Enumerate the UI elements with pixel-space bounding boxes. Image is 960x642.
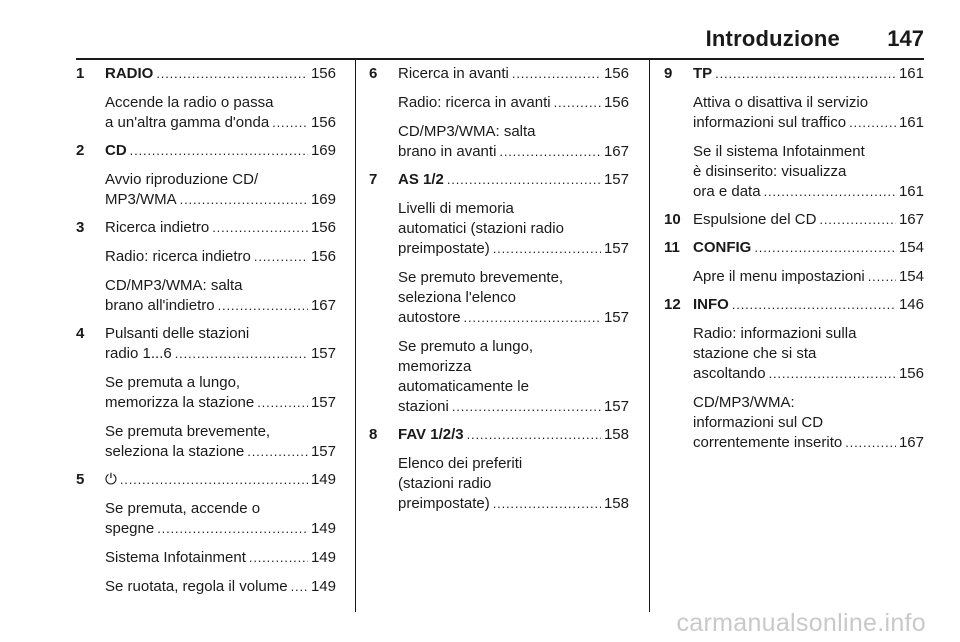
dot-leader (254, 247, 308, 267)
index-entry (664, 64, 924, 202)
index-subentry (693, 93, 924, 133)
index-line (398, 199, 629, 219)
dot-leader (493, 494, 601, 514)
index-line (105, 170, 336, 190)
index-text: brano in avanti (398, 143, 497, 160)
index-line-with-page (693, 182, 924, 202)
index-entry (369, 170, 629, 417)
index-text: (stazioni radio (398, 475, 492, 492)
dot-leader (180, 190, 308, 210)
section-title: Introduzione (705, 26, 840, 51)
index-text: Apre il menu impostazioni (693, 268, 865, 285)
index-line-with-page (105, 344, 336, 364)
dot-leader (754, 238, 896, 258)
index-line-with-page (105, 64, 336, 84)
index-text: è disinserito: visualizza (693, 163, 847, 180)
index-subentry (398, 268, 629, 328)
control-number: 1 (76, 65, 85, 82)
index-text: ⏻ (105, 471, 117, 488)
page-reference[interactable]: 156 (310, 114, 336, 131)
control-number: 8 (369, 426, 378, 443)
dot-leader (272, 113, 308, 133)
index-text: Avvio riproduzione CD/ (105, 171, 259, 188)
dot-leader (247, 442, 308, 462)
index-entry (76, 64, 336, 133)
dot-leader (257, 393, 308, 413)
page-reference[interactable]: 169 (310, 142, 336, 159)
index-text: memorizza (398, 358, 472, 375)
page-reference[interactable]: 154 (898, 268, 924, 285)
index-line-with-page (398, 494, 629, 514)
index-text: CONFIG (693, 239, 752, 256)
index-text: automatici (stazioni radio (398, 220, 564, 237)
control-number: 7 (369, 171, 378, 188)
index-line (693, 344, 924, 364)
index-text: memorizza la stazione (105, 394, 255, 411)
dot-leader (554, 93, 601, 113)
index-text: Radio: ricerca indietro (105, 248, 251, 265)
index-line (398, 377, 629, 397)
index-line-with-page (105, 577, 336, 597)
index-entry (76, 141, 336, 210)
index-line-with-page (693, 267, 924, 287)
page-reference[interactable]: 157 (310, 443, 336, 460)
index-text: seleziona l'elenco (398, 289, 516, 306)
index-subentry (693, 142, 924, 202)
index-text: a un'altra gamma d'onda (105, 114, 270, 131)
index-line-with-page (398, 239, 629, 259)
control-number: 6 (369, 65, 378, 82)
index-text: RADIO (105, 65, 154, 82)
index-text: stazione che si sta (693, 345, 817, 362)
index-line-with-page (105, 296, 336, 316)
page-reference[interactable]: 156 (898, 365, 924, 382)
index-subentry (105, 577, 336, 597)
index-line-with-page (693, 364, 924, 384)
index-column-1 (76, 64, 336, 597)
page-reference[interactable]: 167 (898, 211, 924, 228)
dot-leader (467, 425, 601, 445)
index-line (398, 454, 629, 474)
page-reference[interactable]: 156 (310, 219, 336, 236)
index-line (398, 288, 629, 308)
index-text: Se premuto a lungo, (398, 338, 534, 355)
control-number: 9 (664, 65, 673, 82)
control-number: 10 (664, 211, 681, 228)
index-line (693, 142, 924, 162)
index-column-2 (369, 64, 629, 514)
page-reference[interactable]: 149 (310, 471, 336, 488)
dot-leader (120, 470, 308, 490)
index-text: stazioni (398, 398, 449, 415)
page-reference[interactable]: 157 (603, 309, 629, 326)
page-reference[interactable]: 157 (603, 171, 629, 188)
index-line-with-page (105, 247, 336, 267)
index-text: Ricerca in avanti (398, 65, 509, 82)
index-text: preimpostate) (398, 240, 490, 257)
page-reference[interactable]: 158 (603, 495, 629, 512)
index-text: TP (693, 65, 713, 82)
index-entry (76, 218, 336, 316)
dot-leader (156, 64, 308, 84)
column-divider (649, 60, 650, 612)
index-subentry (105, 93, 336, 133)
index-subentry (105, 373, 336, 413)
index-line-with-page (105, 470, 336, 490)
page-header (76, 24, 924, 60)
dot-leader (464, 308, 601, 328)
page-reference[interactable]: 161 (898, 183, 924, 200)
dot-leader (249, 548, 308, 568)
dot-leader (715, 64, 896, 84)
index-text: Se premuto brevemente, (398, 269, 564, 286)
index-line-with-page (105, 393, 336, 413)
index-text: CD/MP3/WMA: (693, 394, 795, 411)
page-reference[interactable]: 169 (310, 191, 336, 208)
index-column-3 (664, 64, 924, 453)
index-line (105, 422, 336, 442)
control-number: 5 (76, 471, 85, 488)
index-entry (76, 324, 336, 462)
dot-leader (175, 344, 308, 364)
index-text: correntemente inserito (693, 434, 843, 451)
index-text: CD/MP3/WMA: salta (105, 277, 243, 294)
index-text: Radio: ricerca in avanti (398, 94, 551, 111)
dot-leader (732, 295, 896, 315)
dot-leader (447, 170, 601, 190)
index-text: automaticamente le (398, 378, 529, 395)
index-line (693, 324, 924, 344)
index-entry (76, 470, 336, 597)
index-line (398, 357, 629, 377)
index-text: ascoltando (693, 365, 766, 382)
index-subentry (693, 267, 924, 287)
dot-leader (218, 296, 308, 316)
dot-leader (157, 519, 308, 539)
index-line-with-page (398, 308, 629, 328)
index-text: Elenco dei preferiti (398, 455, 523, 472)
index-line-with-page (105, 218, 336, 238)
index-line (398, 219, 629, 239)
index-subentry (398, 93, 629, 113)
index-entry (664, 210, 924, 230)
index-line (693, 413, 924, 433)
index-text: Espulsione del CD (693, 211, 817, 228)
index-text: Ricerca indietro (105, 219, 210, 236)
page-reference[interactable]: 157 (310, 394, 336, 411)
index-text: CD (105, 142, 127, 159)
index-text: Livelli di memoria (398, 200, 514, 217)
index-line (398, 268, 629, 288)
index-text: informazioni sul CD (693, 414, 824, 431)
dot-leader (291, 577, 308, 597)
index-text: Se ruotata, regola il volume (105, 578, 288, 595)
index-line-with-page (398, 425, 629, 445)
index-subentry (105, 548, 336, 568)
index-subentry (105, 170, 336, 210)
page-reference[interactable]: 157 (603, 240, 629, 257)
page-reference[interactable]: 157 (603, 398, 629, 415)
page-reference[interactable]: 161 (898, 65, 924, 82)
page-reference[interactable]: 149 (310, 549, 336, 566)
index-text: Se il sistema Infotainment (693, 143, 865, 160)
index-line-with-page (693, 295, 924, 315)
page-reference[interactable]: 158 (603, 426, 629, 443)
index-line (105, 93, 336, 113)
index-line-with-page (398, 170, 629, 190)
dot-leader (493, 239, 601, 259)
index-line (398, 122, 629, 142)
page-reference[interactable]: 146 (898, 296, 924, 313)
page-number: 147 (887, 26, 924, 51)
index-text: Pulsanti delle stazioni (105, 325, 250, 342)
index-line (693, 162, 924, 182)
dot-leader (130, 141, 308, 161)
index-text: preimpostate) (398, 495, 490, 512)
dot-leader (764, 182, 896, 202)
index-line-with-page (105, 141, 336, 161)
index-text: autostore (398, 309, 461, 326)
index-text: seleziona la stazione (105, 443, 245, 460)
index-subentry (105, 247, 336, 267)
index-subentry (693, 324, 924, 384)
index-text: Attiva o disattiva il servizio (693, 94, 869, 111)
page-reference[interactable]: 149 (310, 520, 336, 537)
control-number: 2 (76, 142, 85, 159)
index-text: informazioni sul traffico (693, 114, 847, 131)
index-text: spegne (105, 520, 155, 537)
index-entry (369, 64, 629, 162)
index-line (693, 93, 924, 113)
index-subentry (105, 276, 336, 316)
index-line-with-page (398, 397, 629, 417)
index-text: Se premuta, accende o (105, 500, 261, 517)
index-line (105, 324, 336, 344)
dot-leader (512, 64, 601, 84)
column-divider (355, 60, 356, 612)
index-subentry (398, 122, 629, 162)
index-text: FAV 1/2/3 (398, 426, 464, 443)
index-text: Se premuta a lungo, (105, 374, 241, 391)
index-line-with-page (398, 93, 629, 113)
page-reference[interactable]: 157 (310, 345, 336, 362)
control-number: 12 (664, 296, 681, 313)
index-entry (664, 295, 924, 453)
page-reference[interactable]: 167 (898, 434, 924, 451)
index-line (105, 276, 336, 296)
dot-leader (212, 218, 308, 238)
control-number: 4 (76, 325, 85, 342)
page-reference[interactable]: 156 (310, 248, 336, 265)
dot-leader (769, 364, 896, 384)
index-line (398, 337, 629, 357)
dot-leader (868, 267, 896, 287)
page-reference[interactable]: 156 (310, 65, 336, 82)
index-line (105, 373, 336, 393)
dot-leader (845, 433, 896, 453)
index-text: Accende la radio o passa (105, 94, 274, 111)
page-reference[interactable]: 154 (898, 239, 924, 256)
index-line-with-page (105, 190, 336, 210)
dot-leader (499, 142, 601, 162)
control-number: 11 (664, 239, 680, 256)
index-text: radio 1...6 (105, 345, 172, 362)
index-text: brano all'indietro (105, 297, 215, 314)
page-reference[interactable]: 149 (310, 578, 336, 595)
index-line (105, 499, 336, 519)
control-number: 3 (76, 219, 85, 236)
index-subentry (105, 499, 336, 539)
index-text: INFO (693, 296, 729, 313)
index-subentry (693, 393, 924, 453)
index-text: AS 1/2 (398, 171, 444, 188)
index-subentry (398, 199, 629, 259)
index-line-with-page (105, 442, 336, 462)
page-reference[interactable]: 161 (898, 114, 924, 131)
dot-leader (819, 210, 896, 230)
page-reference[interactable]: 167 (603, 143, 629, 160)
index-entry (664, 238, 924, 287)
index-line-with-page (693, 210, 924, 230)
index-line-with-page (398, 64, 629, 84)
page-reference[interactable]: 156 (603, 94, 629, 111)
index-line-with-page (105, 548, 336, 568)
watermark: carmanualsonline.info (676, 609, 926, 637)
index-line (398, 474, 629, 494)
index-text: Sistema Infotainment (105, 549, 246, 566)
index-text: CD/MP3/WMA: salta (398, 123, 536, 140)
index-line-with-page (693, 238, 924, 258)
index-line-with-page (398, 142, 629, 162)
dot-leader (849, 113, 896, 133)
index-text: Radio: informazioni sulla (693, 325, 857, 342)
dot-leader (452, 397, 601, 417)
index-subentry (398, 337, 629, 417)
index-line (693, 393, 924, 413)
index-line-with-page (693, 64, 924, 84)
index-subentry (398, 454, 629, 514)
index-entry (369, 425, 629, 514)
page-reference[interactable]: 156 (603, 65, 629, 82)
index-text: Se premuta brevemente, (105, 423, 271, 440)
index-line-with-page (693, 113, 924, 133)
index-text: MP3/WMA (105, 191, 177, 208)
index-text: ora e data (693, 183, 761, 200)
index-subentry (105, 422, 336, 462)
page-reference[interactable]: 167 (310, 297, 336, 314)
index-line-with-page (693, 433, 924, 453)
index-line-with-page (105, 519, 336, 539)
index-line-with-page (105, 113, 336, 133)
